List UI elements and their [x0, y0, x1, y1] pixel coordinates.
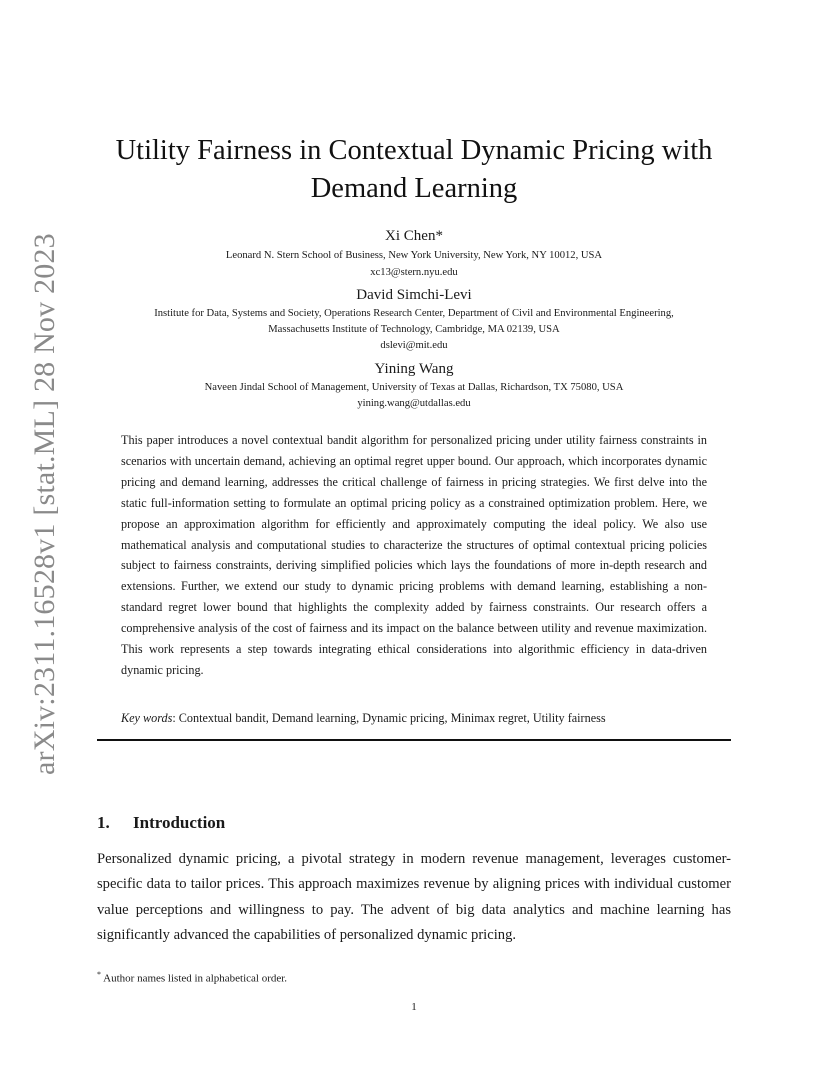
author-block-3 [98, 360, 730, 411]
author-affiliation: Massachusetts Institute of Technology, Cambridge, MA 02139, USA [268, 324, 560, 335]
footnote-mark: * [97, 970, 101, 979]
arxiv-stamp: arXiv:2311.16528v1 [stat.ML] 28 Nov 2023 [28, 233, 61, 775]
author-affiliation: Institute for Data, Systems and Society, Operations Research Center, Department of Civil and Environmental Engineering, [154, 308, 674, 319]
keywords-list: Contextual bandit, Demand learning, Dynamic pricing, Minimax regret, Utility fairness [178, 711, 606, 725]
footnote-text: Author names listed in alphabetical order. [103, 972, 288, 985]
author-name: Xi Chen* [385, 228, 443, 244]
section-heading [97, 813, 225, 833]
intro-paragraph: Personalized dynamic pricing, a pivotal strategy in modern revenue management, leverages customer-specific data to tailor prices. This approach maximizes revenue by aligning prices with individual customer value perceptions and willingness to pay. The advent of big data analytics and machine learning has significantly advanced the capabilities of personalized dynamic pricing. [97, 851, 731, 944]
section-divider [97, 739, 731, 741]
author-email: yining.wang@utdallas.edu [357, 398, 471, 409]
title-line-2: Demand Learning [310, 173, 518, 204]
author-email: dslevi@mit.edu [380, 340, 448, 351]
footnote [97, 968, 287, 986]
author-name: Yining Wang [374, 361, 454, 377]
author-name: David Simchi-Levi [356, 287, 472, 303]
section-number: 1. [97, 813, 110, 832]
author-affiliation: Naveen Jindal School of Management, University of Texas at Dallas, Richardson, TX 75080, USA [204, 382, 624, 393]
keywords-label: Key words [121, 711, 173, 725]
title-line-1: Utility Fairness in Contextual Dynamic Pricing with [115, 135, 713, 166]
page-number: 1 [411, 1001, 417, 1013]
paper-title [90, 132, 738, 208]
section-title: Introduction [133, 813, 226, 832]
author-email: xc13@stern.nyu.edu [370, 267, 458, 278]
keywords-separator: : [172, 711, 179, 725]
abstract: This paper introduces a novel contextual bandit algorithm for personalized pricing under utility fairness constraints in scenarios with uncertain demand, achieving an optimal regret upper bound. Our approach, which incorporates dynamic pricing and demand learning, addresses the critical challenge of fairness in pricing strategies. We first delve into the static full-information setting to formulate an optimal pricing policy as a constrained optimization problem. Here, we propose an approximation algorithm for efficiently and approximately computing the ideal policy. We also use mathematical analysis and computational studies to characterize the structures of optimal contextual pricing policies subject to fairness constraints, deriving simplified policies which lays the foundations of more in-depth research and extensions. Further, we extend our study to dynamic pricing problems with demand learning, establishing a non-standard regret lower bound that highlights the complexity added by fairness constraints. Our research offers a comprehensive analysis of the cost of fairness and its impact on the balance between utility and revenue maximization. This work represents a step towards integrating ethical considerations into algorithmic efficiency in data-driven dynamic pricing. [121, 433, 707, 677]
keywords [121, 710, 721, 726]
author-block-2 [90, 286, 738, 353]
author-block-1 [98, 227, 730, 280]
author-affiliation: Leonard N. Stern School of Business, New York University, New York, NY 10012, USA [225, 250, 603, 261]
